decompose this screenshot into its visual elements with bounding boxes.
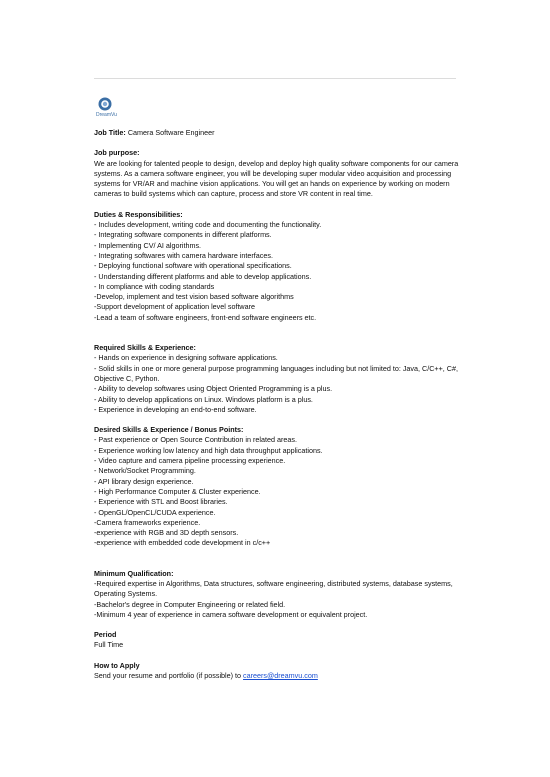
desired-list [94, 435, 466, 548]
job-title-value: Camera Software Engineer [125, 128, 215, 137]
list-item: - Understanding different platforms and able to develop applications. [94, 271, 312, 281]
required-list [94, 353, 466, 415]
dreamvu-logo-icon [98, 97, 112, 111]
list-item: -Minimum 4 year of experience in camera software development or equivalent project. [94, 609, 368, 619]
duties-heading: Duties & Responsibilities: [94, 209, 183, 219]
list-item: - Integrating softwares with camera hardware interfaces. [94, 250, 273, 260]
list-item: - Experience in developing an end-to-end software. [94, 404, 257, 414]
list-item: - Experience with STL and Boost libraries. [94, 497, 228, 507]
list-item: - Implementing CV/ AI algorithms. [94, 240, 202, 250]
required-heading: Required Skills & Experience: [94, 343, 196, 353]
purpose-heading: Job purpose: [94, 148, 140, 158]
list-item: - Video capture and camera pipeline processing experience. [94, 456, 286, 466]
job-title-line [94, 128, 466, 138]
list-item: - API library design experience. [94, 476, 194, 486]
list-item: - Includes development, writing code and documenting the functionality. [94, 220, 322, 230]
logo-wordmark: DreamVu [96, 112, 117, 118]
period-value: Full Time [94, 640, 124, 650]
apply-heading: How to Apply [94, 660, 140, 670]
list-item: - Deploying functional software with operational specifications. [94, 261, 292, 271]
list-item: - OpenGL/OpenCL/CUDA experience. [94, 507, 216, 517]
list-item: - Ability to develop softwares using Object Oriented Programming is a plus. [94, 384, 333, 394]
qualification-heading: Minimum Qualification: [94, 568, 174, 578]
list-item: -Lead a team of software engineers, front-end software engineers etc. [94, 312, 317, 322]
list-item: - Solid skills in one or more general purpose programming languages including but not limited to: Java, C/C++, C#, Objective C, Python. [94, 363, 458, 383]
list-item: - High Performance Computer & Cluster experience. [94, 486, 261, 496]
duties-list [94, 220, 466, 323]
job-title-label: Job Title: [94, 128, 126, 137]
list-item: - Integrating software components in different platforms. [94, 230, 272, 240]
list-item: -experience with embedded code development in c/c++ [94, 538, 271, 548]
list-item: - Hands on experience in designing software applications. [94, 353, 278, 363]
list-item: - Past experience or Open Source Contribution in related areas. [94, 435, 297, 445]
job-posting [94, 128, 466, 681]
purpose-text: We are looking for talented people to design, develop and deploy high quality software components for our camera systems. As a camera software engineer, you will be developing super modular video acquisition and processing systems for VR/AR and machine vision applications. You will get an hands on experience by working on modern cameras to build systems which can capture, process and store VR content in real time. [94, 158, 459, 199]
list-item: - Network/Socket Programming. [94, 466, 196, 476]
header-rule [94, 78, 456, 79]
list-item: -Camera frameworks experience. [94, 517, 201, 527]
period-heading: Period [94, 630, 117, 640]
list-item: -Bachelor's degree in Computer Engineering or related field. [94, 599, 286, 609]
desired-heading: Desired Skills & Experience / Bonus Points: [94, 425, 244, 435]
list-item: - In compliance with coding standards [94, 281, 215, 291]
apply-text [94, 671, 466, 681]
list-item: - Ability to develop applications on Linux. Windows platform is a plus. [94, 394, 313, 404]
list-item: -Support development of application level software [94, 302, 256, 312]
qualification-list [94, 579, 466, 620]
apply-instructions: Send your resume and portfolio (if possible) to [94, 671, 244, 681]
list-item: -experience with RGB and 3D depth sensors. [94, 528, 239, 538]
company-logo [96, 97, 136, 123]
list-item: -Required expertise in Algorithms, Data structures, software engineering, distributed systems, database systems, Operating Systems. [94, 578, 453, 599]
careers-email-link[interactable]: careers@dreamvu.com [243, 671, 318, 681]
list-item: -Develop, implement and test vision based software algorithms [94, 292, 294, 302]
list-item: - Experience working low latency and high data throughput applications. [94, 445, 323, 455]
